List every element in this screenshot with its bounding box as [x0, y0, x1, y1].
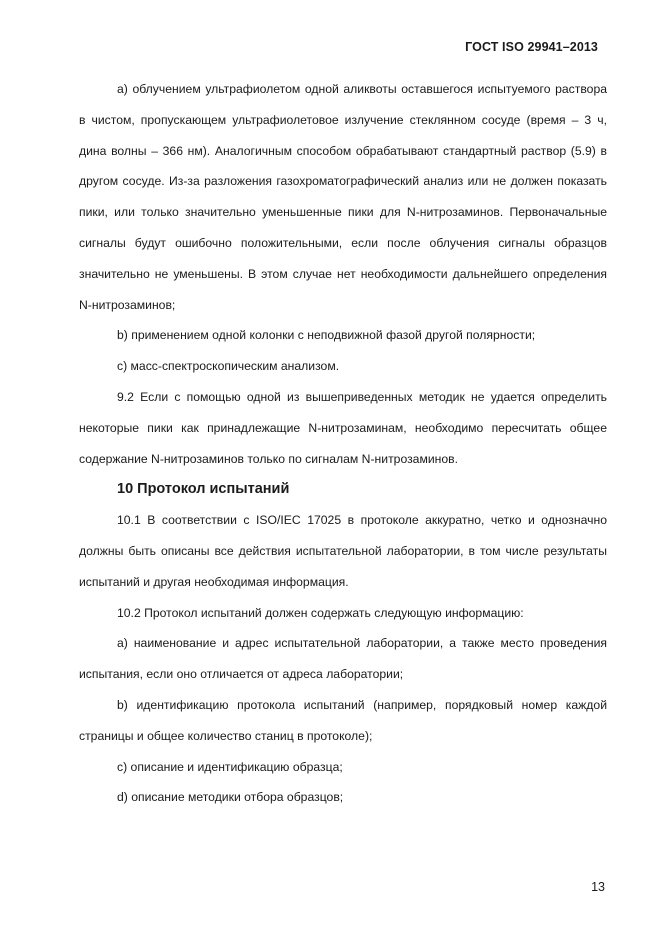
paragraph-column-polarity: b) применением одной колонки с неподвижной фазой другой полярности;	[117, 328, 536, 343]
list-item-b: b) идентификацию протокола испытаний (например, порядковый номер каждой страницы и общее количество станиц в протоколе);	[79, 697, 607, 743]
list-item-c: с) описание и идентификацию образца;	[117, 759, 343, 774]
page-number: 13	[591, 880, 605, 894]
paragraph-mass-spectroscopy: с) масс-спектроскопическим анализом.	[117, 359, 340, 374]
section-heading-test-report: 10 Протокол испытаний	[117, 481, 290, 498]
body-text	[79, 74, 607, 813]
list-item-d: d) описание методики отбора образцов;	[117, 790, 344, 805]
list-item-a: а) наименование и адрес испытательной лаборатории, а также место проведения испытания, если оно отличается от адреса лаборатории;	[79, 636, 607, 682]
paragraph-10-1: 10.1 В соответствии с ISO/IEC 17025 в протоколе аккуратно, четко и однозначно должны быть описаны все действия испытательной лаборатории, в том числе результаты испытаний и другая необходимая информация.	[79, 513, 607, 589]
paragraph-10-2: 10.2 Протокол испытаний должен содержать следующую информацию:	[117, 605, 524, 620]
paragraph-9-2: 9.2 Если с помощью одной из вышеприведенных методик не удается определить некоторые пики как принадлежащие N-нитрозаминам, необходимо пересчитать общее содержание N-нитрозаминов только по сигналам N-нитрозаминов.	[79, 389, 607, 466]
paragraph-uv-irradiation: а) облучением ультрафиолетом одной аликвоты оставшегося испытуемого раствора в чистом, пропускающем ультрафиолетовое излучение стеклянном сосуде (время – 3 ч, дина волны – 366 нм). Аналогичным способом обрабатывают стандартный раствор (5.9) в другом сосуде. Из-за разложения газохроматографический анализ или не должен показать пики, или только значительно уменьшенные пики для N-нитрозаминов. Первоначальные сигналы будут ошибочно положительными, если после облучения сигналы образцов значительно не уменьшены. В этом случае нет необходимости дальнейшего определения N-нитрозаминов;	[79, 82, 607, 312]
document-code: ГОСТ ISO 29941–2013	[465, 40, 598, 54]
